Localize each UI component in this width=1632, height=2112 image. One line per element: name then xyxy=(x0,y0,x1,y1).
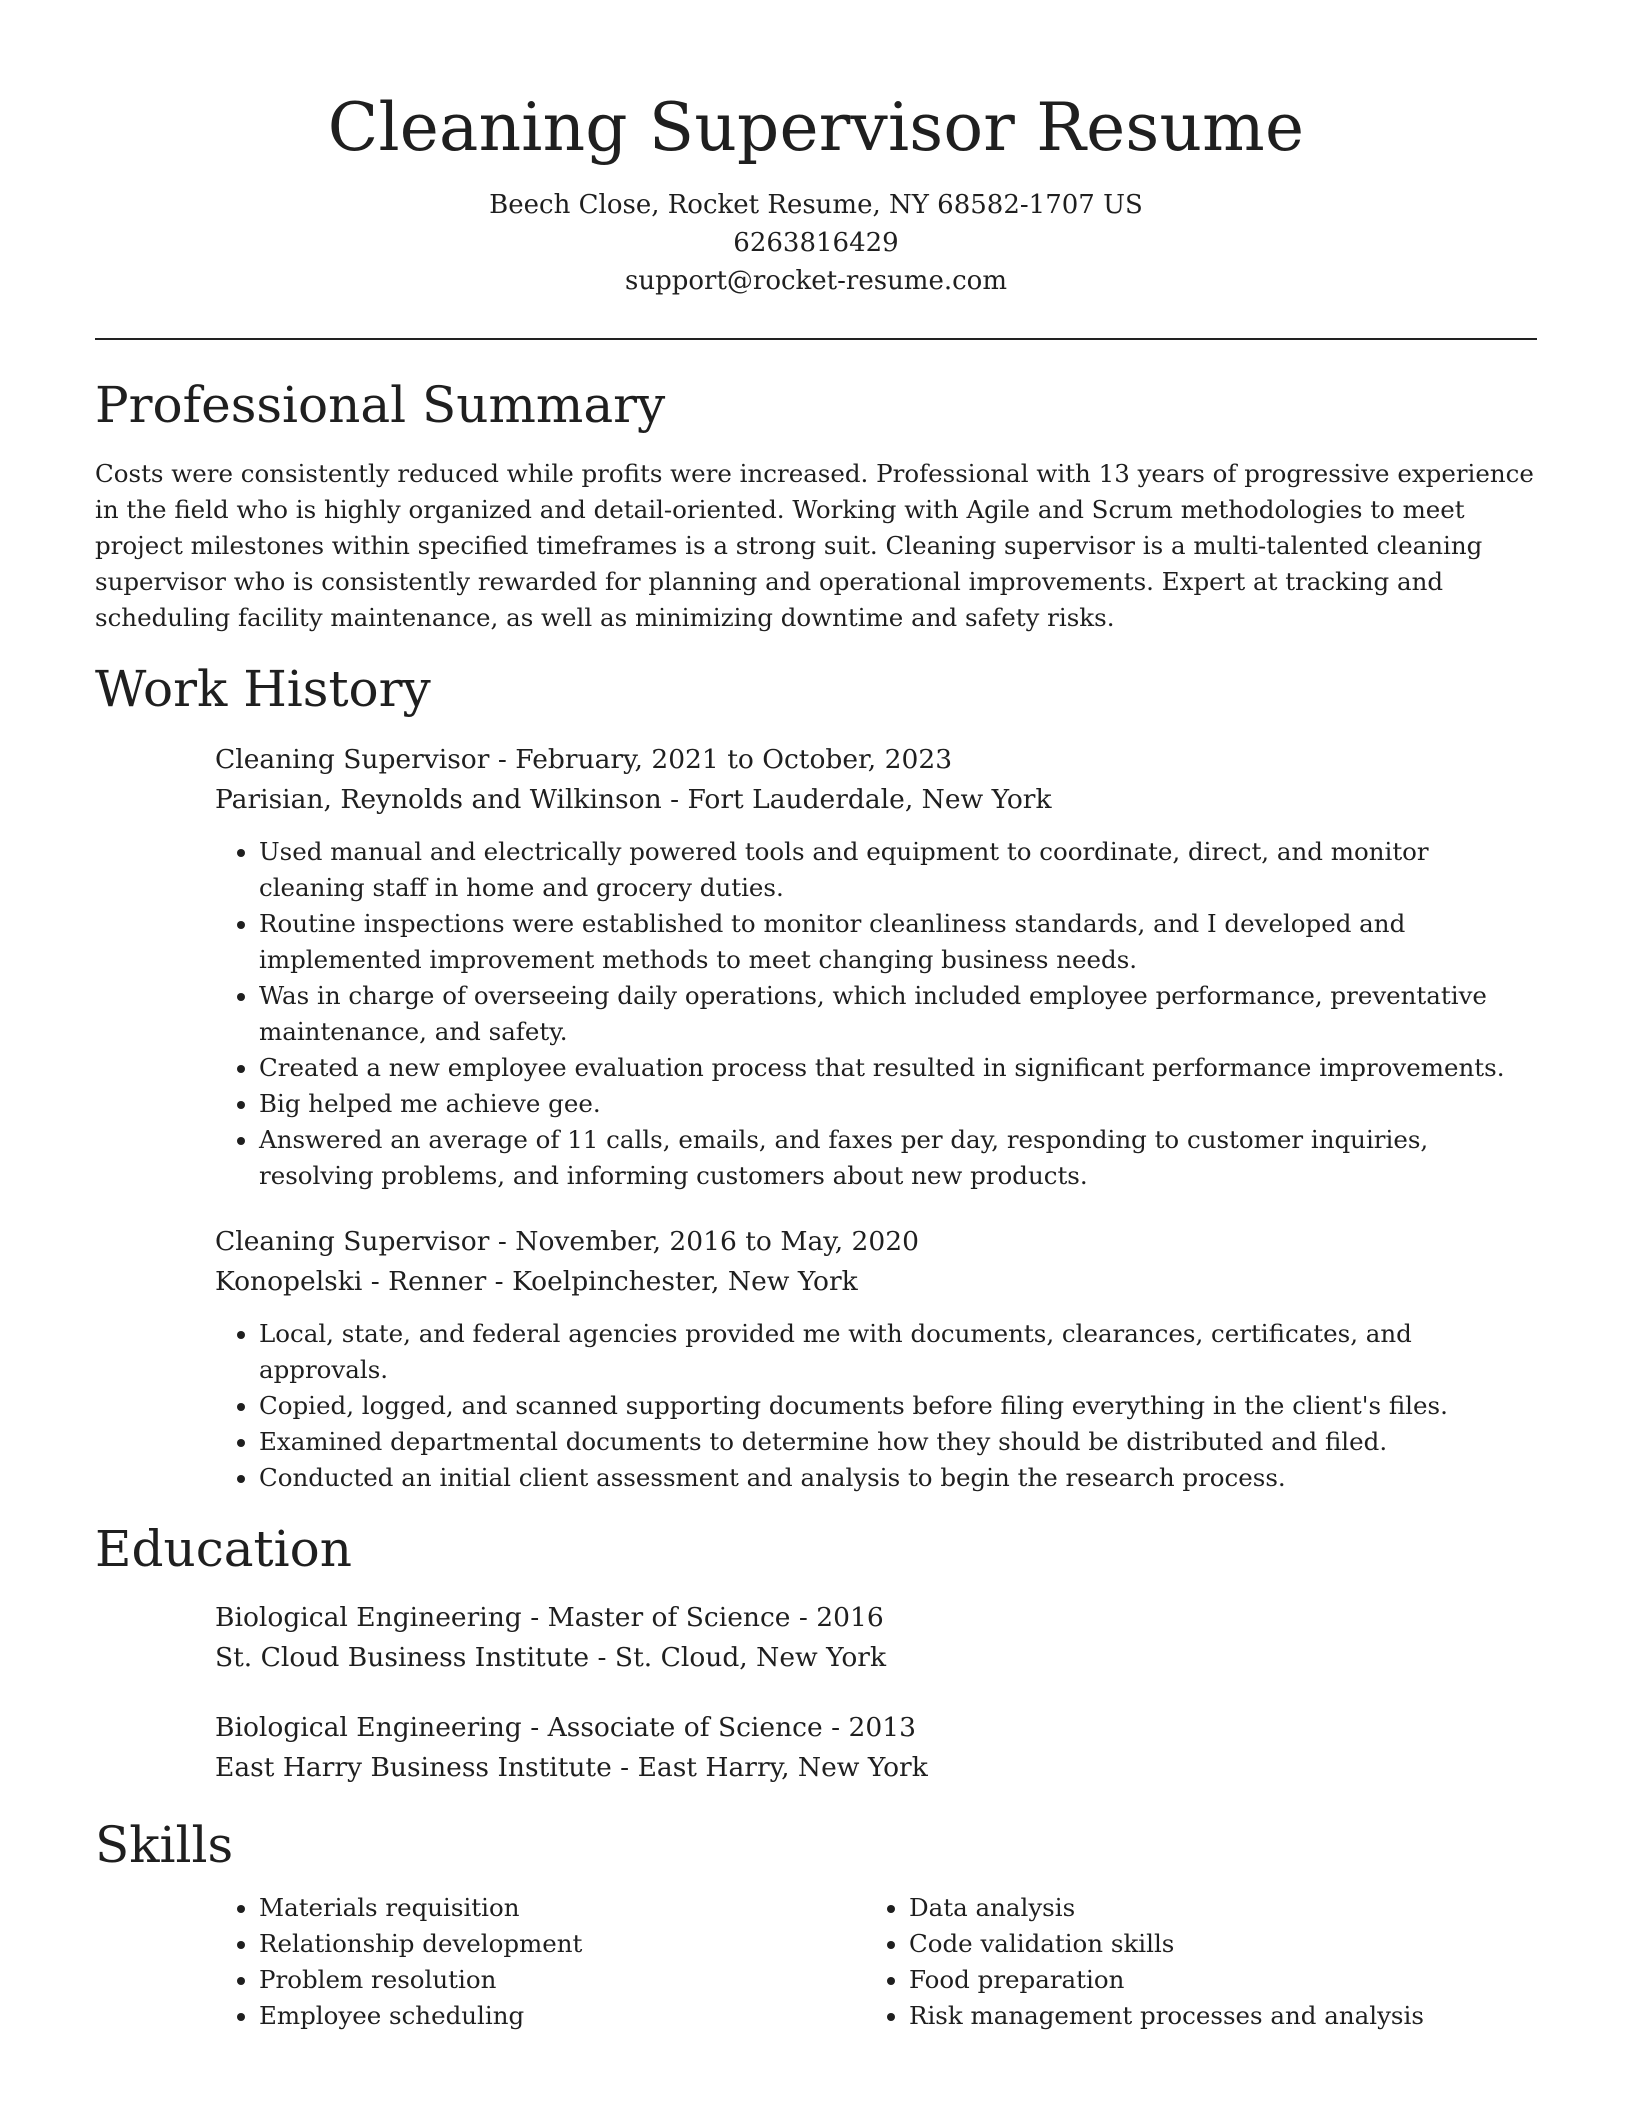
contact-address: Beech Close, Rocket Resume, NY 68582-1707 US xyxy=(489,190,1143,220)
job-entry xyxy=(215,740,1537,1194)
skill-item: • Materials requisition xyxy=(259,1890,865,1926)
education-school-line xyxy=(215,1638,1537,1678)
education-degree: Associate of Science xyxy=(547,1712,823,1743)
job-bullet: • Routine inspections were established to monitor cleanliness standards, and I developed and implemented improvement methods to meet changing business needs. xyxy=(259,906,1537,978)
job-dates: February, 2021 to October, 2023 xyxy=(515,744,953,775)
job-location: Fort Lauderdale, New York xyxy=(687,784,1052,815)
separator: - xyxy=(489,1226,516,1257)
education-degree: Master of Science xyxy=(547,1602,791,1633)
separator: - xyxy=(521,1712,548,1743)
separator: - xyxy=(611,1752,638,1783)
job-bullet: • Copied, logged, and scanned supporting documents before filing everything in the client's files. xyxy=(259,1388,1537,1424)
summary-heading: Professional Summary xyxy=(95,376,666,434)
work-history-heading: Work History xyxy=(95,660,431,718)
skills-list-left xyxy=(215,1890,865,2034)
job-bullet: • Created a new employee evaluation process that resulted in significant performance improvements. xyxy=(259,1050,1537,1086)
education-entry xyxy=(215,1708,1537,1788)
job-bullet: • Big helped me achieve gee. xyxy=(259,1086,1537,1122)
skills-column-right xyxy=(865,1890,1515,2034)
job-dates: November, 2016 to May, 2020 xyxy=(515,1226,919,1257)
education-section xyxy=(95,1518,1537,1788)
contact-email: support@rocket-resume.com xyxy=(624,266,1007,296)
skill-item: • Employee scheduling xyxy=(259,1998,865,2034)
education-school: East Harry Business Institute xyxy=(215,1752,612,1783)
job-bullets xyxy=(215,834,1537,1194)
work-history-section xyxy=(95,658,1537,1496)
job-role: Cleaning Supervisor xyxy=(215,1226,490,1257)
skills-section xyxy=(95,1814,1537,2034)
job-company-line xyxy=(215,1262,1537,1302)
job-bullet: • Examined departmental documents to determine how they should be distributed and filed. xyxy=(259,1424,1537,1460)
education-year: 2013 xyxy=(848,1712,916,1743)
job-company: Parisian, Reynolds and Wilkinson xyxy=(215,784,662,815)
resume-header xyxy=(95,0,1537,300)
separator: - xyxy=(489,744,516,775)
job-bullet: • Was in charge of overseeing daily operations, which included employee performance, preventative maintenance, and safety. xyxy=(259,978,1537,1050)
job-location: Koelpinchester, New York xyxy=(512,1266,858,1297)
education-degree-line xyxy=(215,1708,1537,1748)
job-title-line xyxy=(215,1222,1537,1262)
job-bullet: • Local, state, and federal agencies provided me with documents, clearances, certificates, and approvals. xyxy=(259,1316,1537,1388)
job-company-line xyxy=(215,780,1537,820)
education-school: St. Cloud Business Institute xyxy=(215,1642,590,1673)
job-title-line xyxy=(215,740,1537,780)
separator: - xyxy=(790,1602,817,1633)
skill-item: • Relationship development xyxy=(259,1926,865,1962)
skill-item: • Risk management processes and analysis xyxy=(909,1998,1515,2034)
job-company: Konopelski - Renner xyxy=(215,1266,487,1297)
skill-item: • Code validation skills xyxy=(909,1926,1515,1962)
separator: - xyxy=(822,1712,849,1743)
resume-title: Cleaning Supervisor Resume xyxy=(327,89,1305,166)
header-divider xyxy=(95,338,1537,340)
job-bullets xyxy=(215,1316,1537,1496)
education-heading: Education xyxy=(95,1520,352,1578)
separator: - xyxy=(521,1602,548,1633)
separator: - xyxy=(589,1642,615,1673)
education-field: Biological Engineering xyxy=(215,1602,522,1633)
education-location: St. Cloud, New York xyxy=(614,1642,887,1673)
job-role: Cleaning Supervisor xyxy=(215,744,490,775)
skill-item: • Food preparation xyxy=(909,1962,1515,1998)
skills-grid xyxy=(215,1890,1537,2034)
education-degree-line xyxy=(215,1598,1537,1638)
skills-heading: Skills xyxy=(95,1816,234,1874)
contact-phone: 6263816429 xyxy=(733,228,899,258)
job-entry xyxy=(215,1222,1537,1496)
education-location: East Harry, New York xyxy=(637,1752,928,1783)
skills-list-right xyxy=(865,1890,1515,2034)
skill-item: • Problem resolution xyxy=(259,1962,865,1998)
job-bullet: • Answered an average of 11 calls, emails, and faxes per day, responding to customer inquiries, resolving problems, and informing customers about new products. xyxy=(259,1122,1537,1194)
education-school-line xyxy=(215,1748,1537,1788)
education-year: 2016 xyxy=(816,1602,884,1633)
skill-item: • Data analysis xyxy=(909,1890,1515,1926)
summary-section xyxy=(95,374,1537,636)
education-entry xyxy=(215,1598,1537,1678)
separator: - xyxy=(486,1266,513,1297)
job-bullet: • Used manual and electrically powered tools and equipment to coordinate, direct, and monitor cleaning staff in home and grocery duties. xyxy=(259,834,1537,906)
job-bullet: • Conducted an initial client assessment and analysis to begin the research process. xyxy=(259,1460,1537,1496)
skills-column-left xyxy=(215,1890,865,2034)
separator: - xyxy=(661,784,688,815)
contact-block xyxy=(95,186,1537,300)
summary-text: Costs were consistently reduced while profits were increased. Professional with 13 years of progressive experience in the field who is highly organized and detail-oriented. Working with Agile and Scrum methodologies to meet project milestones within specified timeframes is a strong suit. Cleaning supervisor is a multi-talented cleaning supervisor who is consistently rewarded for planning and operational improvements. Expert at tracking and scheduling facility maintenance, as well as minimizing downtime and safety risks. xyxy=(95,459,1534,632)
education-field: Biological Engineering xyxy=(215,1712,522,1743)
